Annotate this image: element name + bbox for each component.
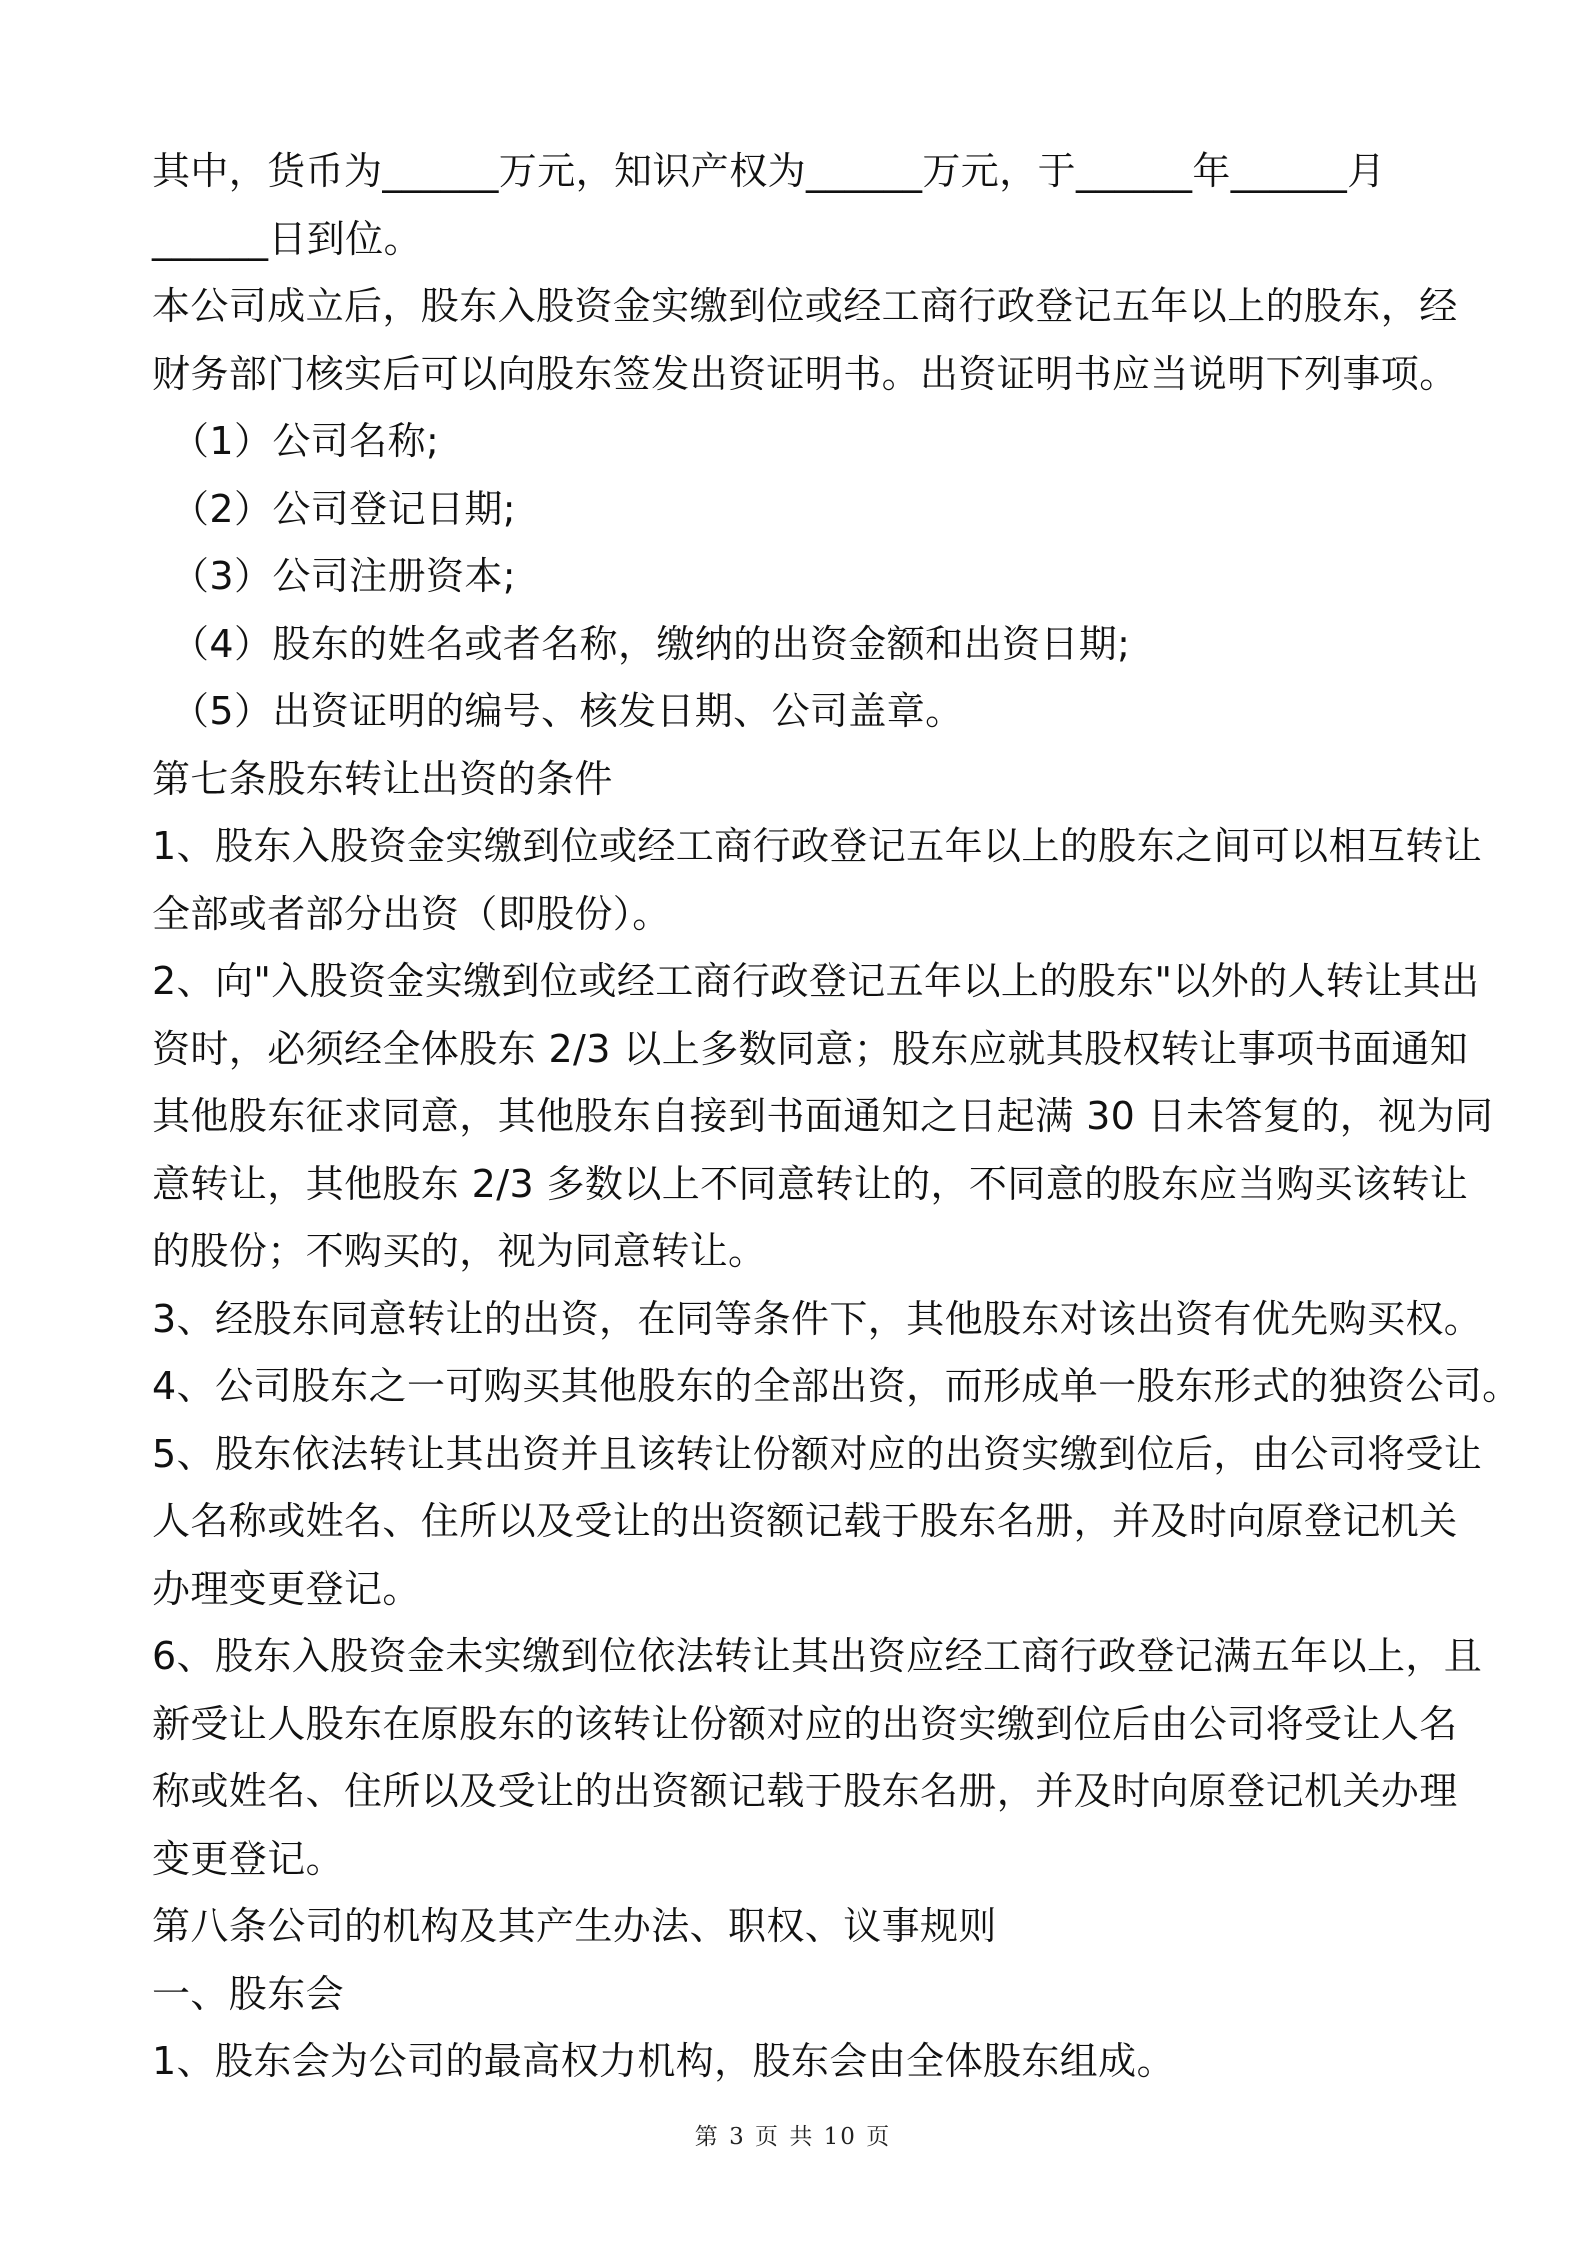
page-footer: 第 3 页 共 10 页 xyxy=(694,2124,892,2150)
text-line: 5、股东依法转让其出资并且该转让份额对应的出资实缴到位后，由公司将受让 xyxy=(152,1431,1483,1476)
text-line: 全部或者部分出资（即股份）。 xyxy=(152,891,671,936)
text-line: 资时，必须经全体股东 2/3 以上多数同意；股东应就其股权转让事项书面通知 xyxy=(152,1026,1469,1071)
text-line: 1、股东入股资金实缴到位或经工商行政登记五年以上的股东之间可以相互转让 xyxy=(152,824,1483,868)
text-line: 第八条公司的机构及其产生办法、职权、议事规则 xyxy=(152,1904,997,1948)
text-line: 4、公司股东之一可购买其他股东的全部出资，而形成单一股东形式的独资公司。 xyxy=(152,1364,1521,1408)
text-line: 称或姓名、住所以及受让的出资额记载于股东名册，并及时向原登记机关办理 xyxy=(152,1769,1458,1813)
text-line: 其他股东征求同意，其他股东自接到书面通知之日起满 30 日未答复的，视为同 xyxy=(152,1094,1494,1138)
text-line: ______日到位。 xyxy=(152,216,423,261)
text-line: 办理变更登记。 xyxy=(152,1566,421,1611)
text-line: （2）公司登记日期; xyxy=(171,486,516,531)
text-line: 一、股东会 xyxy=(152,1971,345,2016)
text-line: （3）公司注册资本; xyxy=(171,554,516,598)
text-line: 6、股东入股资金未实缴到位依法转让其出资应经工商行政登记满五年以上，且 xyxy=(152,1634,1483,1678)
text-line: （5）出资证明的编号、核发日期、公司盖章。 xyxy=(171,689,964,733)
text-line: 3、经股东同意转让的出资，在同等条件下，其他股东对该出资有优先购买权。 xyxy=(152,1296,1483,1341)
document-body xyxy=(152,138,1521,2096)
text-line: （1）公司名称; xyxy=(171,419,440,463)
text-line: （4）股东的姓名或者名称，缴纳的出资金额和出资日期; xyxy=(171,621,1131,666)
text-line: 新受让人股东在原股东的该转让份额对应的出资实缴到位后由公司将受让人名 xyxy=(152,1701,1458,1746)
text-line: 意转让，其他股东 2/3 多数以上不同意转让的，不同意的股东应当购买该转让 xyxy=(152,1161,1469,1206)
text-line: 第七条股东转让出资的条件 xyxy=(152,756,613,801)
text-line: 1、股东会为公司的最高权力机构，股东会由全体股东组成。 xyxy=(152,2039,1175,2083)
text-line: 的股份；不购买的，视为同意转让。 xyxy=(152,1229,767,1273)
text-line: 其中，货币为______万元，知识产权为______万元，于______年______月 xyxy=(152,149,1386,193)
text-line: 本公司成立后，股东入股资金实缴到位或经工商行政登记五年以上的股东，经 xyxy=(152,284,1458,328)
text-line: 财务部门核实后可以向股东签发出资证明书。出资证明书应当说明下列事项。 xyxy=(152,351,1458,396)
text-line: 变更登记。 xyxy=(152,1836,345,1881)
text-line: 人名称或姓名、住所以及受让的出资额记载于股东名册，并及时向原登记机关 xyxy=(152,1499,1458,1543)
text-line: 2、向"入股资金实缴到位或经工商行政登记五年以上的股东"以外的人转让其出 xyxy=(152,959,1480,1003)
